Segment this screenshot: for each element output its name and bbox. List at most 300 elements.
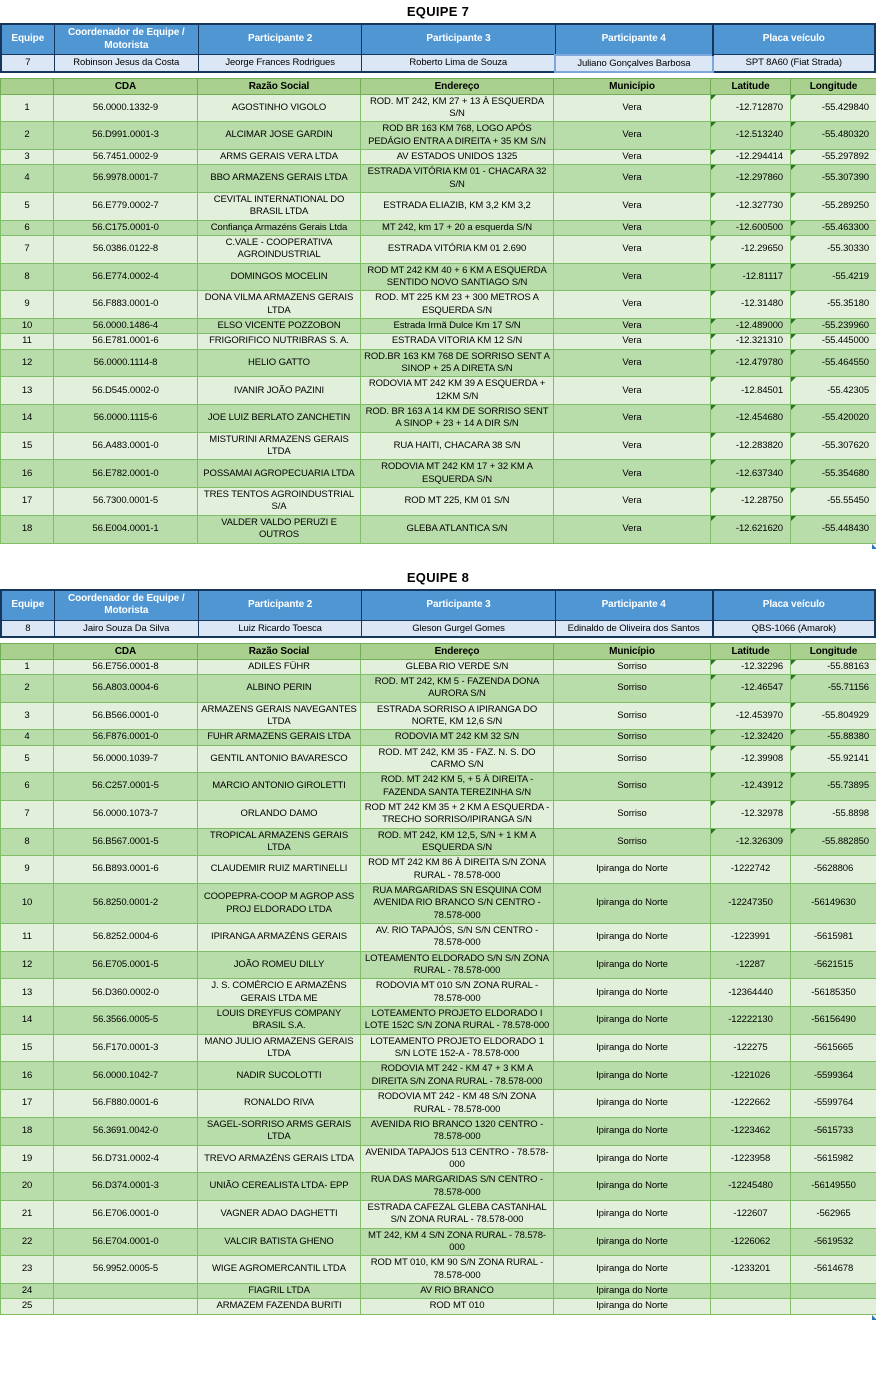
latitude-cell[interactable]: -1223991: [711, 924, 791, 952]
longitude-cell[interactable]: -55.480320: [791, 122, 876, 150]
row-index-cell[interactable]: 6: [1, 773, 54, 801]
longitude-cell[interactable]: -562965: [791, 1200, 876, 1228]
latitude-cell[interactable]: -12.621620: [711, 515, 791, 543]
municipio-cell[interactable]: Ipiranga do Norte: [554, 924, 711, 952]
row-index-cell[interactable]: 9: [1, 856, 54, 884]
endereco-cell[interactable]: ROD MT 010: [361, 1299, 554, 1314]
razao-social-cell[interactable]: ALCIMAR JOSE GARDIN: [198, 122, 361, 150]
cda-cell[interactable]: 56.D374.0001-3: [54, 1173, 198, 1201]
latitude-cell[interactable]: -12.32978: [711, 800, 791, 828]
latitude-cell[interactable]: -12247350: [711, 884, 791, 924]
endereco-cell[interactable]: MT 242, km 17 + 20 a esquerda S/N: [361, 220, 554, 235]
row-index-cell[interactable]: 2: [1, 122, 54, 150]
longitude-cell[interactable]: -5619532: [791, 1228, 876, 1256]
razao-social-cell[interactable]: NADIR SUCOLOTTI: [198, 1062, 361, 1090]
roster-header-placa[interactable]: Placa veículo: [713, 590, 875, 621]
municipio-cell[interactable]: Sorriso: [554, 745, 711, 773]
municipio-cell[interactable]: Vera: [554, 377, 711, 405]
longitude-cell[interactable]: -55.55450: [791, 488, 876, 516]
municipio-cell[interactable]: Vera: [554, 192, 711, 220]
municipio-header[interactable]: Município: [554, 78, 711, 94]
cda-cell[interactable]: 56.0000.1332-9: [54, 94, 198, 122]
municipio-cell[interactable]: Vera: [554, 149, 711, 164]
cda-cell[interactable]: [54, 1283, 198, 1298]
municipio-cell[interactable]: Ipiranga do Norte: [554, 1299, 711, 1314]
municipio-cell[interactable]: Vera: [554, 460, 711, 488]
municipio-cell[interactable]: Vera: [554, 432, 711, 460]
longitude-cell[interactable]: -55.420020: [791, 405, 876, 433]
longitude-cell[interactable]: -55.8898: [791, 800, 876, 828]
cda-cell[interactable]: 56.D731.0002-4: [54, 1145, 198, 1173]
endereco-cell[interactable]: MT 242, KM 4 S/N ZONA RURAL - 78.578-000: [361, 1228, 554, 1256]
municipio-cell[interactable]: Vera: [554, 405, 711, 433]
longitude-cell[interactable]: -55.448430: [791, 515, 876, 543]
cda-cell[interactable]: 56.A803.0004-6: [54, 674, 198, 702]
latitude-cell[interactable]: -12.513240: [711, 122, 791, 150]
roster-header-participante-2[interactable]: Participante 2: [198, 24, 361, 55]
razao-social-cell[interactable]: FUHR ARMAZENS GERAIS LTDA: [198, 730, 361, 745]
endereco-cell[interactable]: ROD. MT 242, KM 12,5, S/N + 1 KM A ESQUERDA S/N: [361, 828, 554, 856]
municipio-cell[interactable]: Vera: [554, 263, 711, 291]
razao-social-cell[interactable]: ALBINO PERIN: [198, 674, 361, 702]
longitude-cell[interactable]: -55.4219: [791, 263, 876, 291]
row-index-cell[interactable]: 19: [1, 1145, 54, 1173]
cda-cell[interactable]: 56.0000.1073-7: [54, 800, 198, 828]
row-index-cell[interactable]: 8: [1, 263, 54, 291]
endereco-cell[interactable]: LOTEAMENTO PROJETO ELDORADO 1 S/N LOTE 152-A - 78.578-000: [361, 1034, 554, 1062]
razao-social-cell[interactable]: AGOSTINHO VIGOLO: [198, 94, 361, 122]
longitude-cell[interactable]: -55.88380: [791, 730, 876, 745]
cda-cell[interactable]: [54, 1299, 198, 1314]
municipio-cell[interactable]: Vera: [554, 319, 711, 334]
municipio-cell[interactable]: Ipiranga do Norte: [554, 1007, 711, 1035]
row-index-cell[interactable]: 2: [1, 674, 54, 702]
municipio-cell[interactable]: Ipiranga do Norte: [554, 1228, 711, 1256]
roster-header-equipe[interactable]: Equipe: [1, 590, 54, 621]
cda-cell[interactable]: 56.0000.1042-7: [54, 1062, 198, 1090]
endereco-cell[interactable]: ROD.BR 163 KM 768 DE SORRISO SENT A SINOP + 25 A DIRETA S/N: [361, 349, 554, 377]
endereco-cell[interactable]: ROD MT 242 KM 86 À DIREITA S/N ZONA RURAL - 78.578-000: [361, 856, 554, 884]
municipio-cell[interactable]: Vera: [554, 291, 711, 319]
cda-cell[interactable]: 56.0000.1039-7: [54, 745, 198, 773]
longitude-cell[interactable]: -5615982: [791, 1145, 876, 1173]
razao-social-cell[interactable]: POSSAMAI AGROPECUARIA LTDA: [198, 460, 361, 488]
participante-4-cell[interactable]: Edinaldo de Oliveira dos Santos: [555, 620, 712, 637]
longitude-cell[interactable]: -55.42305: [791, 377, 876, 405]
longitude-cell[interactable]: -55.882850: [791, 828, 876, 856]
cda-cell[interactable]: 56.7451.0002-9: [54, 149, 198, 164]
endereco-cell[interactable]: ROD MT 225, KM 01 S/N: [361, 488, 554, 516]
razao-social-cell[interactable]: IVANIR JOÃO PAZINI: [198, 377, 361, 405]
row-index-cell[interactable]: 17: [1, 1090, 54, 1118]
longitude-cell[interactable]: -55.463300: [791, 220, 876, 235]
longitude-cell[interactable]: [791, 1283, 876, 1298]
cda-cell[interactable]: 56.0000.1115-6: [54, 405, 198, 433]
razao-social-header[interactable]: Razão Social: [198, 643, 361, 659]
municipio-cell[interactable]: Ipiranga do Norte: [554, 1200, 711, 1228]
longitude-cell[interactable]: -5615665: [791, 1034, 876, 1062]
endereco-cell[interactable]: LOTEAMENTO ELDORADO S/N S/N ZONA RURAL - 78.578-000: [361, 951, 554, 979]
endereco-cell[interactable]: ESTRADA ELIAZIB, KM 3,2 KM 3,2: [361, 192, 554, 220]
razao-social-cell[interactable]: JOE LUIZ BERLATO ZANCHETIN: [198, 405, 361, 433]
cda-cell[interactable]: 56.8250.0001-2: [54, 884, 198, 924]
longitude-cell[interactable]: -56156490: [791, 1007, 876, 1035]
latitude-cell[interactable]: -12.46547: [711, 674, 791, 702]
roster-header-participante-4[interactable]: Participante 4: [555, 24, 712, 55]
participante-2-cell[interactable]: Jeorge Frances Rodrigues: [198, 55, 361, 72]
cda-cell[interactable]: 56.B566.0001-0: [54, 702, 198, 730]
razao-social-cell[interactable]: WIGE AGROMERCANTIL LTDA: [198, 1256, 361, 1284]
longitude-cell[interactable]: -5599364: [791, 1062, 876, 1090]
cda-cell[interactable]: 56.E004.0001-1: [54, 515, 198, 543]
endereco-cell[interactable]: RODOVIA MT 242 KM 17 + 32 KM A ESQUERDA S/N: [361, 460, 554, 488]
latitude-header[interactable]: Latitude: [711, 643, 791, 659]
longitude-cell[interactable]: -55.307620: [791, 432, 876, 460]
endereco-cell[interactable]: ROD MT 010, KM 90 S/N ZONA RURAL - 78.578-000: [361, 1256, 554, 1284]
cda-cell[interactable]: 56.E705.0001-5: [54, 951, 198, 979]
razao-social-cell[interactable]: ADILES FÜHR: [198, 659, 361, 674]
latitude-cell[interactable]: -12.321310: [711, 334, 791, 349]
municipio-cell[interactable]: Sorriso: [554, 659, 711, 674]
municipio-cell[interactable]: Vera: [554, 122, 711, 150]
cda-cell[interactable]: 56.C257.0001-5: [54, 773, 198, 801]
participante-3-cell[interactable]: Roberto Lima de Souza: [362, 55, 555, 72]
row-index-cell[interactable]: 14: [1, 405, 54, 433]
latitude-cell[interactable]: -12.327730: [711, 192, 791, 220]
municipio-header[interactable]: Município: [554, 643, 711, 659]
row-index-cell[interactable]: 3: [1, 702, 54, 730]
cda-cell[interactable]: 56.0386.0122-8: [54, 235, 198, 263]
longitude-cell[interactable]: -56185350: [791, 979, 876, 1007]
equipe-number-cell[interactable]: 7: [1, 55, 54, 72]
longitude-cell[interactable]: -5621515: [791, 951, 876, 979]
row-index-cell[interactable]: 10: [1, 319, 54, 334]
cda-cell[interactable]: 56.E706.0001-0: [54, 1200, 198, 1228]
municipio-cell[interactable]: Vera: [554, 488, 711, 516]
row-index-cell[interactable]: 12: [1, 951, 54, 979]
coordenador-cell[interactable]: Jairo Souza Da Silva: [54, 620, 198, 637]
municipio-cell[interactable]: Ipiranga do Norte: [554, 1145, 711, 1173]
row-index-cell[interactable]: 7: [1, 235, 54, 263]
latitude-cell[interactable]: -12.81117: [711, 263, 791, 291]
endereco-cell[interactable]: RUA HAITI, CHACARA 38 S/N: [361, 432, 554, 460]
longitude-cell[interactable]: -55.297892: [791, 149, 876, 164]
latitude-cell[interactable]: -12.31480: [711, 291, 791, 319]
longitude-cell[interactable]: -55.804929: [791, 702, 876, 730]
cda-header[interactable]: CDA: [54, 78, 198, 94]
row-index-cell[interactable]: 14: [1, 1007, 54, 1035]
longitude-header[interactable]: Longitude: [791, 643, 876, 659]
municipio-cell[interactable]: Ipiranga do Norte: [554, 1090, 711, 1118]
row-index-cell[interactable]: 11: [1, 924, 54, 952]
placa-veiculo-cell[interactable]: SPT 8A60 (Fiat Strada): [713, 55, 875, 72]
cda-cell[interactable]: 56.3566.0005-5: [54, 1007, 198, 1035]
municipio-cell[interactable]: Ipiranga do Norte: [554, 1256, 711, 1284]
row-index-cell[interactable]: 22: [1, 1228, 54, 1256]
cda-cell[interactable]: 56.B567.0001-5: [54, 828, 198, 856]
row-index-cell[interactable]: 21: [1, 1200, 54, 1228]
row-index-cell[interactable]: 25: [1, 1299, 54, 1314]
latitude-header[interactable]: Latitude: [711, 78, 791, 94]
row-index-cell[interactable]: 8: [1, 828, 54, 856]
latitude-cell[interactable]: -12.283820: [711, 432, 791, 460]
row-index-cell[interactable]: 18: [1, 1117, 54, 1145]
municipio-cell[interactable]: Ipiranga do Norte: [554, 1034, 711, 1062]
endereco-cell[interactable]: AVENIDA RIO BRANCO 1320 CENTRO - 78.578-000: [361, 1117, 554, 1145]
roster-header-placa[interactable]: Placa veículo: [713, 24, 875, 55]
longitude-header[interactable]: Longitude: [791, 78, 876, 94]
razao-social-cell[interactable]: IPIRANGA ARMAZÉNS GERAIS: [198, 924, 361, 952]
cda-cell[interactable]: 56.F876.0001-0: [54, 730, 198, 745]
municipio-cell[interactable]: Ipiranga do Norte: [554, 979, 711, 1007]
longitude-cell[interactable]: -55.307390: [791, 165, 876, 193]
latitude-cell[interactable]: -12.297860: [711, 165, 791, 193]
endereco-header[interactable]: Endereço: [361, 78, 554, 94]
row-index-cell[interactable]: 24: [1, 1283, 54, 1298]
razao-social-cell[interactable]: HELIO GATTO: [198, 349, 361, 377]
municipio-cell[interactable]: Ipiranga do Norte: [554, 1283, 711, 1298]
cda-cell[interactable]: 56.F170.0001-3: [54, 1034, 198, 1062]
latitude-cell[interactable]: -12.326309: [711, 828, 791, 856]
row-index-cell[interactable]: 6: [1, 220, 54, 235]
endereco-cell[interactable]: ROD. MT 225 KM 23 + 300 METROS A ESQUERDA S/N: [361, 291, 554, 319]
row-index-cell[interactable]: 17: [1, 488, 54, 516]
endereco-cell[interactable]: RUA MARGARIDAS SN ESQUINA COM AVENIDA RIO BRANCO S/N CENTRO - 78.578-000: [361, 884, 554, 924]
latitude-cell[interactable]: -12.28750: [711, 488, 791, 516]
cda-cell[interactable]: 56.A483.0001-0: [54, 432, 198, 460]
cda-cell[interactable]: 56.0000.1486-4: [54, 319, 198, 334]
latitude-cell[interactable]: -1223462: [711, 1117, 791, 1145]
razao-social-cell[interactable]: MISTURINI ARMAZENS GERAIS LTDA: [198, 432, 361, 460]
row-index-cell[interactable]: 3: [1, 149, 54, 164]
endereco-cell[interactable]: ROD. MT 242, KM 35 - FAZ. N. S. DO CARMO S/N: [361, 745, 554, 773]
cda-header[interactable]: CDA: [54, 643, 198, 659]
razao-social-cell[interactable]: GENTIL ANTONIO BAVARESCO: [198, 745, 361, 773]
row-index-cell[interactable]: 15: [1, 432, 54, 460]
cda-cell[interactable]: 56.E781.0001-6: [54, 334, 198, 349]
longitude-cell[interactable]: -5614678: [791, 1256, 876, 1284]
razao-social-cell[interactable]: VALCIR BATISTA GHENO: [198, 1228, 361, 1256]
participante-3-cell[interactable]: Gleson Gurgel Gomes: [362, 620, 555, 637]
latitude-cell[interactable]: -12287: [711, 951, 791, 979]
razao-social-cell[interactable]: ARMAZENS GERAIS NAVEGANTES LTDA: [198, 702, 361, 730]
razao-social-cell[interactable]: RONALDO RIVA: [198, 1090, 361, 1118]
row-index-cell[interactable]: 13: [1, 979, 54, 1007]
cda-cell[interactable]: 56.8252.0004-6: [54, 924, 198, 952]
row-index-header[interactable]: [1, 78, 54, 94]
roster-header-coordenador[interactable]: Coordenador de Equipe / Motorista: [54, 24, 198, 55]
cda-cell[interactable]: 56.9978.0001-7: [54, 165, 198, 193]
razao-social-cell[interactable]: FIAGRIL LTDA: [198, 1283, 361, 1298]
cda-cell[interactable]: 56.D991.0001-3: [54, 122, 198, 150]
razao-social-cell[interactable]: ARMAZEM FAZENDA BURITI: [198, 1299, 361, 1314]
cda-cell[interactable]: 56.E782.0001-0: [54, 460, 198, 488]
razao-social-cell[interactable]: MARCIO ANTONIO GIROLETTI: [198, 773, 361, 801]
razao-social-cell[interactable]: TREVO ARMAZÉNS GERAIS LTDA: [198, 1145, 361, 1173]
razao-social-cell[interactable]: Confiança Armazéns Gerais Ltda: [198, 220, 361, 235]
municipio-cell[interactable]: Sorriso: [554, 674, 711, 702]
roster-header-participante-3[interactable]: Participante 3: [362, 24, 555, 55]
razao-social-cell[interactable]: ELSO VICENTE POZZOBON: [198, 319, 361, 334]
cda-cell[interactable]: 56.E779.0002-7: [54, 192, 198, 220]
municipio-cell[interactable]: Vera: [554, 235, 711, 263]
endereco-cell[interactable]: ROD. BR 163 A 14 KM DE SORRISO SENT A SINOP + 23 + 14 A DIR S/N: [361, 405, 554, 433]
longitude-cell[interactable]: -55.289250: [791, 192, 876, 220]
row-index-cell[interactable]: 18: [1, 515, 54, 543]
row-index-cell[interactable]: 16: [1, 460, 54, 488]
row-index-cell[interactable]: 20: [1, 1173, 54, 1201]
longitude-cell[interactable]: -55.239960: [791, 319, 876, 334]
roster-header-participante-2[interactable]: Participante 2: [198, 590, 361, 621]
latitude-cell[interactable]: -1233201: [711, 1256, 791, 1284]
razao-social-cell[interactable]: CEVITAL INTERNATIONAL DO BRASIL LTDA: [198, 192, 361, 220]
municipio-cell[interactable]: Ipiranga do Norte: [554, 884, 711, 924]
latitude-cell[interactable]: -122607: [711, 1200, 791, 1228]
endereco-cell[interactable]: ROD BR 163 KM 768, LOGO APÓS PEDÁGIO ENTRA A DIREITA + 35 KM S/N: [361, 122, 554, 150]
municipio-cell[interactable]: Sorriso: [554, 773, 711, 801]
razao-social-cell[interactable]: VALDER VALDO PERUZI E OUTROS: [198, 515, 361, 543]
row-index-cell[interactable]: 15: [1, 1034, 54, 1062]
longitude-cell[interactable]: -56149630: [791, 884, 876, 924]
row-index-cell[interactable]: 12: [1, 349, 54, 377]
razao-social-cell[interactable]: MANO JULIO ARMAZENS GERAIS LTDA: [198, 1034, 361, 1062]
participante-4-cell[interactable]: Juliano Gonçalves Barbosa: [555, 55, 712, 72]
razao-social-cell[interactable]: JOÃO ROMEU DILLY: [198, 951, 361, 979]
latitude-cell[interactable]: -12222130: [711, 1007, 791, 1035]
roster-header-participante-4[interactable]: Participante 4: [555, 590, 712, 621]
latitude-cell[interactable]: -1222742: [711, 856, 791, 884]
razao-social-cell[interactable]: ORLANDO DAMO: [198, 800, 361, 828]
longitude-cell[interactable]: -5599764: [791, 1090, 876, 1118]
latitude-cell[interactable]: -12.29650: [711, 235, 791, 263]
municipio-cell[interactable]: Ipiranga do Norte: [554, 951, 711, 979]
endereco-cell[interactable]: AV RIO BRANCO: [361, 1283, 554, 1298]
latitude-cell[interactable]: -1222662: [711, 1090, 791, 1118]
endereco-cell[interactable]: ESTRADA VITORIA KM 12 S/N: [361, 334, 554, 349]
razao-social-cell[interactable]: DOMINGOS MOCELIN: [198, 263, 361, 291]
roster-header-equipe[interactable]: Equipe: [1, 24, 54, 55]
endereco-header[interactable]: Endereço: [361, 643, 554, 659]
endereco-cell[interactable]: GLEBA ATLANTICA S/N: [361, 515, 554, 543]
municipio-cell[interactable]: Vera: [554, 349, 711, 377]
latitude-cell[interactable]: -12.294414: [711, 149, 791, 164]
latitude-cell[interactable]: -12.43912: [711, 773, 791, 801]
cda-cell[interactable]: 56.9952.0005-5: [54, 1256, 198, 1284]
municipio-cell[interactable]: Vera: [554, 515, 711, 543]
cda-cell[interactable]: 56.7300.0001-5: [54, 488, 198, 516]
razao-social-cell[interactable]: SAGEL-SORRISO ARMS GERAIS LTDA: [198, 1117, 361, 1145]
row-index-header[interactable]: [1, 643, 54, 659]
endereco-cell[interactable]: RODOVIA MT 242 - KM 47 + 3 KM A DIREITA S/N ZONA RURAL - 78.578-000: [361, 1062, 554, 1090]
endereco-cell[interactable]: RODOVIA MT 242 - KM 48 S/N ZONA RURAL - 78.578-000: [361, 1090, 554, 1118]
latitude-cell[interactable]: -122275: [711, 1034, 791, 1062]
placa-veiculo-cell[interactable]: QBS-1066 (Amarok): [713, 620, 875, 637]
municipio-cell[interactable]: Ipiranga do Norte: [554, 1062, 711, 1090]
cda-cell[interactable]: 56.E704.0001-0: [54, 1228, 198, 1256]
razao-social-cell[interactable]: J. S. COMÉRCIO E ARMAZÉNS GERAIS LTDA ME: [198, 979, 361, 1007]
razao-social-cell[interactable]: C.VALE - COOPERATIVA AGROINDUSTRIAL: [198, 235, 361, 263]
municipio-cell[interactable]: Vera: [554, 94, 711, 122]
longitude-cell[interactable]: -55.35180: [791, 291, 876, 319]
razao-social-cell[interactable]: BBO ARMAZENS GERAIS LTDA: [198, 165, 361, 193]
row-index-cell[interactable]: 5: [1, 745, 54, 773]
equipe-number-cell[interactable]: 8: [1, 620, 54, 637]
latitude-cell[interactable]: -12245480: [711, 1173, 791, 1201]
longitude-cell[interactable]: -55.88163: [791, 659, 876, 674]
endereco-cell[interactable]: ESTRADA CAFEZAL GLEBA CASTANHAL S/N ZONA RURAL - 78.578-000: [361, 1200, 554, 1228]
endereco-cell[interactable]: GLEBA RIO VERDE S/N: [361, 659, 554, 674]
endereco-cell[interactable]: RODOVIA MT 010 S/N ZONA RURAL - 78.578-000: [361, 979, 554, 1007]
cda-cell[interactable]: 56.0000.1114-8: [54, 349, 198, 377]
latitude-cell[interactable]: -12.479780: [711, 349, 791, 377]
razao-social-cell[interactable]: FRIGORIFICO NUTRIBRAS S. A.: [198, 334, 361, 349]
latitude-cell[interactable]: -1226062: [711, 1228, 791, 1256]
latitude-cell[interactable]: -12.84501: [711, 377, 791, 405]
roster-header-participante-3[interactable]: Participante 3: [362, 590, 555, 621]
longitude-cell[interactable]: -55.429840: [791, 94, 876, 122]
cda-cell[interactable]: 56.D545.0002-0: [54, 377, 198, 405]
row-index-cell[interactable]: 4: [1, 730, 54, 745]
cda-cell[interactable]: 56.F880.0001-6: [54, 1090, 198, 1118]
razao-social-cell[interactable]: VAGNER ADAO DAGHETTI: [198, 1200, 361, 1228]
endereco-cell[interactable]: ROD. MT 242, KM 5 - FAZENDA DONA AURORA S/N: [361, 674, 554, 702]
longitude-cell[interactable]: -56149550: [791, 1173, 876, 1201]
latitude-cell[interactable]: -1221026: [711, 1062, 791, 1090]
longitude-cell[interactable]: -55.464550: [791, 349, 876, 377]
row-index-cell[interactable]: 13: [1, 377, 54, 405]
coordenador-cell[interactable]: Robinson Jesus da Costa: [54, 55, 198, 72]
cda-cell[interactable]: 56.E774.0002-4: [54, 263, 198, 291]
roster-header-coordenador[interactable]: Coordenador de Equipe / Motorista: [54, 590, 198, 621]
fill-handle-icon[interactable]: [872, 1315, 876, 1320]
cda-cell[interactable]: 56.C175.0001-0: [54, 220, 198, 235]
razao-social-cell[interactable]: LOUIS DREYFUS COMPANY BRASIL S.A.: [198, 1007, 361, 1035]
latitude-cell[interactable]: -12.489000: [711, 319, 791, 334]
endereco-cell[interactable]: ROD. MT 242, KM 27 + 13 À ESQUERDA S/N: [361, 94, 554, 122]
latitude-cell[interactable]: -12.637340: [711, 460, 791, 488]
row-index-cell[interactable]: 1: [1, 94, 54, 122]
latitude-cell[interactable]: [711, 1283, 791, 1298]
latitude-cell[interactable]: -12.712870: [711, 94, 791, 122]
municipio-cell[interactable]: Sorriso: [554, 800, 711, 828]
latitude-cell[interactable]: -12.32420: [711, 730, 791, 745]
longitude-cell[interactable]: [791, 1299, 876, 1314]
longitude-cell[interactable]: -5615981: [791, 924, 876, 952]
razao-social-cell[interactable]: TRES TENTOS AGROINDUSTRIAL S/A: [198, 488, 361, 516]
row-index-cell[interactable]: 23: [1, 1256, 54, 1284]
row-index-cell[interactable]: 9: [1, 291, 54, 319]
endereco-cell[interactable]: RODOVIA MT 242 KM 39 A ESQUERDA + 12KM S/N: [361, 377, 554, 405]
row-index-cell[interactable]: 7: [1, 800, 54, 828]
endereco-cell[interactable]: ESTRADA VITÓRIA KM 01 2.690: [361, 235, 554, 263]
longitude-cell[interactable]: -5615733: [791, 1117, 876, 1145]
endereco-cell[interactable]: AV. RIO TAPAJÓS, S/N S/N CENTRO - 78.578-000: [361, 924, 554, 952]
row-index-cell[interactable]: 10: [1, 884, 54, 924]
municipio-cell[interactable]: Sorriso: [554, 730, 711, 745]
latitude-cell[interactable]: -12.454680: [711, 405, 791, 433]
municipio-cell[interactable]: Vera: [554, 334, 711, 349]
endereco-cell[interactable]: AV ESTADOS UNIDOS 1325: [361, 149, 554, 164]
municipio-cell[interactable]: Vera: [554, 220, 711, 235]
municipio-cell[interactable]: Ipiranga do Norte: [554, 1173, 711, 1201]
municipio-cell[interactable]: Ipiranga do Norte: [554, 856, 711, 884]
endereco-cell[interactable]: RUA DAS MARGARIDAS S/N CENTRO - 78.578-000: [361, 1173, 554, 1201]
endereco-cell[interactable]: Estrada Irmã Dulce Km 17 S/N: [361, 319, 554, 334]
endereco-cell[interactable]: ESTRADA VITÓRIA KM 01 - CHACARA 32 S/N: [361, 165, 554, 193]
razao-social-header[interactable]: Razão Social: [198, 78, 361, 94]
razao-social-cell[interactable]: DONA VILMA ARMAZENS GERAIS LTDA: [198, 291, 361, 319]
longitude-cell[interactable]: -55.30330: [791, 235, 876, 263]
